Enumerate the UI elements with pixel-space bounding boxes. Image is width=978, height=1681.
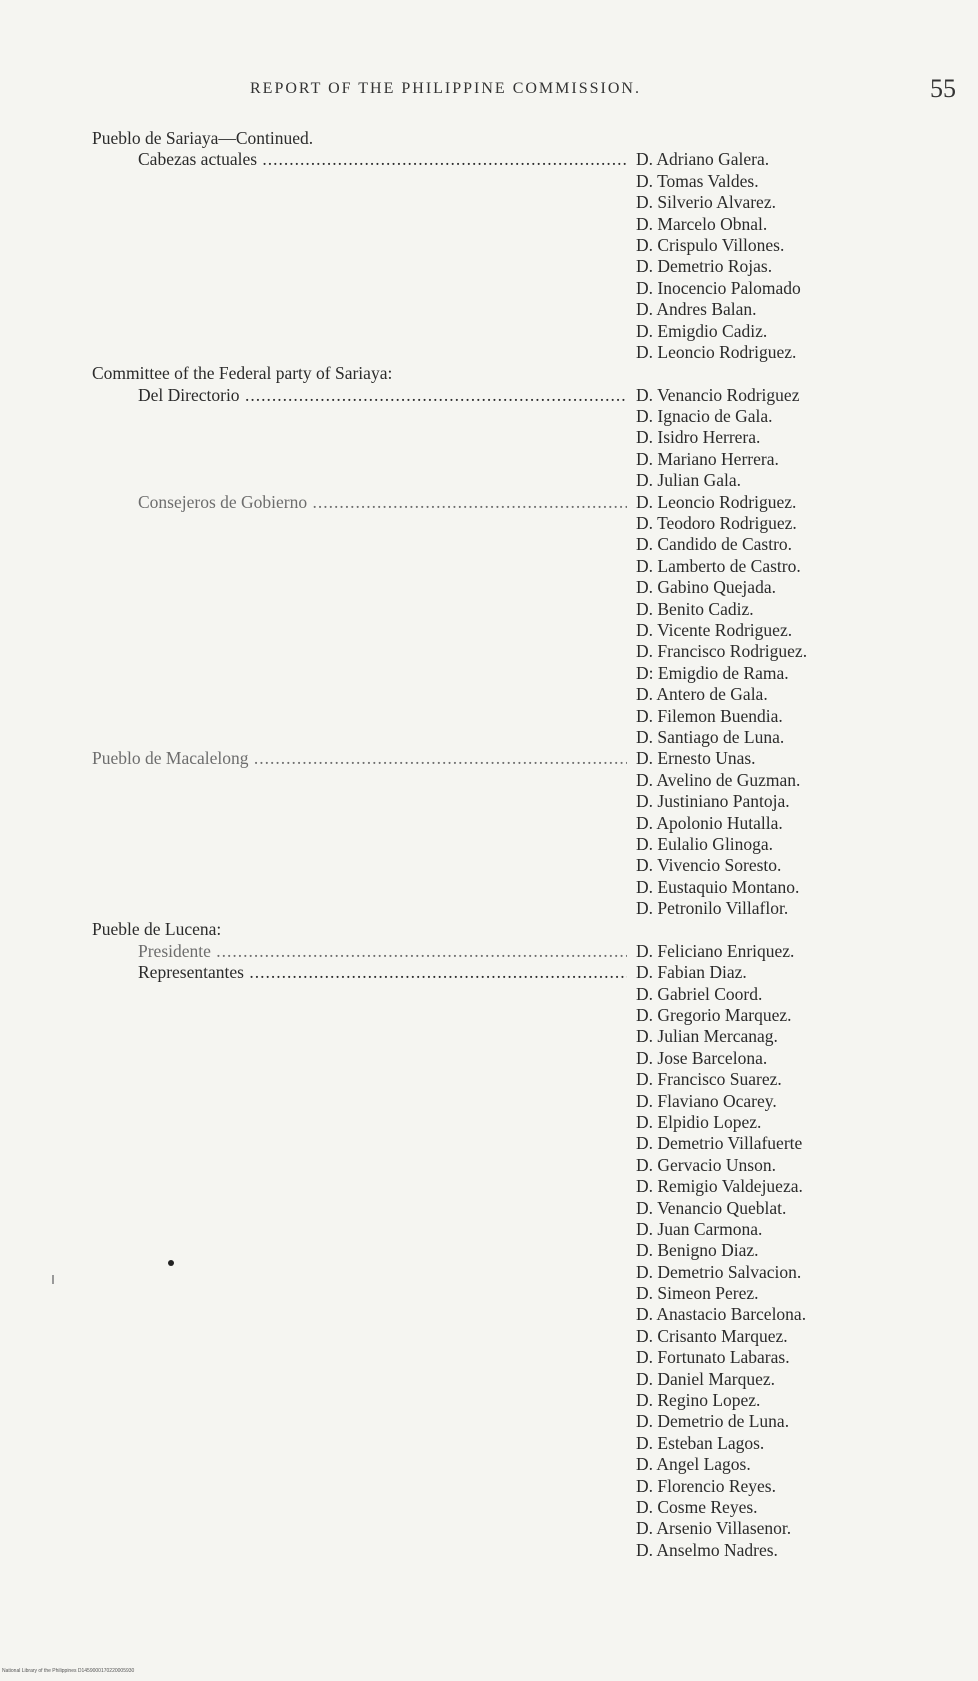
member-name: D. Julian Mercanag. — [636, 1026, 778, 1047]
list-item — [92, 1091, 912, 1112]
member-name: D. Remigio Valdejueza. — [636, 1176, 803, 1197]
list-item — [92, 278, 912, 299]
section-heading-row — [92, 363, 912, 384]
list-item — [92, 813, 912, 834]
member-name: D. Mariano Herrera. — [636, 448, 779, 469]
member-name: D. Filemon Buendia. — [636, 705, 783, 726]
list-item — [92, 1005, 912, 1026]
group-label: Cabezas actuales ..... — [138, 149, 627, 170]
member-name: D. Anselmo Nadres. — [636, 1539, 778, 1560]
member-name: D. Apolonio Hutalla. — [636, 812, 783, 833]
member-name: D. Eulalio Glinoga. — [636, 833, 774, 854]
group-label: Consejeros de Gobierno ..... — [138, 492, 627, 513]
member-name: D. Silverio Alvarez. — [636, 192, 776, 213]
list-item — [92, 1155, 912, 1176]
group-label: Pueblo de Macalelong ..... — [92, 748, 627, 769]
list-item — [92, 962, 912, 983]
list-item — [92, 941, 912, 962]
member-name: D. Tomas Valdes. — [636, 170, 759, 191]
list-item — [92, 1497, 912, 1518]
running-head: REPORT OF THE PHILIPPINE COMMISSION. — [250, 80, 641, 97]
member-name: D. Juan Carmona. — [636, 1218, 763, 1239]
list-item — [92, 556, 912, 577]
member-name: D. Leoncio Rodriguez. — [636, 491, 797, 512]
group-label: Presidente ..... — [138, 941, 627, 962]
member-name: D. Elpidio Lopez. — [636, 1111, 762, 1132]
member-name: D. Fabian Diaz. — [636, 962, 747, 983]
section-heading: Committee of the Federal party of Sariaya: — [92, 363, 393, 384]
list-item — [92, 492, 912, 513]
list-item — [92, 299, 912, 320]
group-label: Representantes ..... — [138, 962, 627, 983]
member-name: D. Marcelo Obnal. — [636, 213, 768, 234]
list-item — [92, 577, 912, 598]
member-name: D. Vivencio Soresto. — [636, 855, 782, 876]
member-name: D. Inocencio Palomado — [636, 277, 801, 298]
list-item — [92, 791, 912, 812]
list-item — [92, 706, 912, 727]
member-name: D. Gregorio Marquez. — [636, 1005, 792, 1026]
member-name: D. Francisco Rodriguez. — [636, 641, 808, 662]
member-name: D. Santiago de Luna. — [636, 726, 785, 747]
section-heading-row — [92, 919, 912, 940]
list-item — [92, 534, 912, 555]
list-item — [92, 770, 912, 791]
list-item — [92, 727, 912, 748]
list-item — [92, 1540, 912, 1561]
list-item — [92, 1369, 912, 1390]
list-item — [92, 406, 912, 427]
list-item — [92, 1476, 912, 1497]
member-name: D. Benito Cadiz. — [636, 598, 754, 619]
list-item — [92, 1112, 912, 1133]
roster-list — [92, 128, 912, 1561]
member-name: D. Demetrio de Luna. — [636, 1411, 790, 1432]
member-name: D. Leoncio Rodriguez. — [636, 341, 797, 362]
member-name: D. Adriano Galera. — [636, 149, 770, 170]
list-item — [92, 684, 912, 705]
member-name: D. Antero de Gala. — [636, 684, 768, 705]
member-name: D. Fortunato Labaras. — [636, 1347, 790, 1368]
member-name: D. Avelino de Guzman. — [636, 769, 801, 790]
member-name: D. Benigno Diaz. — [636, 1240, 759, 1261]
list-item — [92, 599, 912, 620]
member-name: D. Demetrio Villafuerte — [636, 1133, 803, 1154]
list-item — [92, 877, 912, 898]
member-name: D. Esteban Lagos. — [636, 1432, 765, 1453]
list-item — [92, 620, 912, 641]
member-name: D. Ernesto Unas. — [636, 748, 756, 769]
list-item — [92, 256, 912, 277]
list-item — [92, 449, 912, 470]
member-name: D. Demetrio Rojas. — [636, 256, 773, 277]
list-item — [92, 235, 912, 256]
member-name: D. Teodoro Rodriguez. — [636, 513, 797, 534]
list-item — [92, 149, 912, 170]
list-item — [92, 1048, 912, 1069]
list-item — [92, 641, 912, 662]
list-item — [92, 663, 912, 684]
list-item — [92, 1390, 912, 1411]
member-name: D. Eustaquio Montano. — [636, 876, 800, 897]
member-name: D. Lamberto de Castro. — [636, 555, 801, 576]
member-name: D. Vicente Rodriguez. — [636, 619, 793, 640]
list-item — [92, 1262, 912, 1283]
list-item — [92, 1326, 912, 1347]
member-name: D. Venancio Queblat. — [636, 1197, 787, 1218]
page-number: 55 — [930, 74, 956, 103]
member-name: D. Gabino Quejada. — [636, 577, 776, 598]
section-heading-row — [92, 128, 912, 149]
list-item — [92, 1198, 912, 1219]
list-item — [92, 513, 912, 534]
member-name: D. Feliciano Enriquez. — [636, 940, 795, 961]
section-heading: Pueblo de Sariaya—Continued. — [92, 128, 314, 148]
member-name: D. Justiniano Pantoja. — [636, 791, 790, 812]
member-name: D. Isidro Herrera. — [636, 427, 761, 448]
member-name: D. Petronilo Villaflor. — [636, 898, 789, 919]
list-item — [92, 321, 912, 342]
member-name: D. Julian Gala. — [636, 470, 741, 491]
member-name: D. Flaviano Ocarey. — [636, 1090, 777, 1111]
list-item — [92, 1176, 912, 1197]
list-item — [92, 1304, 912, 1325]
list-item — [92, 214, 912, 235]
list-item — [92, 1069, 912, 1090]
member-name: D. Arsenio Villasenor. — [636, 1518, 792, 1539]
member-name: D. Simeon Perez. — [636, 1283, 759, 1304]
list-item — [92, 1454, 912, 1475]
member-name: D. Demetrio Salvacion. — [636, 1261, 802, 1282]
member-name: D. Daniel Marquez. — [636, 1368, 775, 1389]
list-item — [92, 171, 912, 192]
member-name: D. Candido de Castro. — [636, 534, 793, 555]
member-name: D. Andres Balan. — [636, 299, 757, 320]
member-name: D. Venancio Rodriguez — [636, 384, 800, 405]
member-name: D. Anastacio Barcelona. — [636, 1304, 807, 1325]
footer-note: National Library of the Philippines D1459000170220005930 — [2, 1668, 135, 1674]
list-item — [92, 855, 912, 876]
list-item — [92, 427, 912, 448]
list-item — [92, 1219, 912, 1240]
list-item — [92, 470, 912, 491]
scan-mark — [52, 1275, 54, 1284]
list-item — [92, 1411, 912, 1432]
list-item — [92, 1283, 912, 1304]
member-name: D. Francisco Suarez. — [636, 1069, 782, 1090]
ink-speck — [168, 1260, 174, 1266]
member-name: D. Jose Barcelona. — [636, 1047, 768, 1068]
list-item — [92, 898, 912, 919]
member-name: D. Angel Lagos. — [636, 1454, 751, 1475]
member-name: D. Florencio Reyes. — [636, 1475, 776, 1496]
list-item — [92, 748, 912, 769]
list-item — [92, 342, 912, 363]
list-item — [92, 1240, 912, 1261]
member-name: D. Crispulo Villones. — [636, 234, 785, 255]
section-heading: Pueble de Lucena: — [92, 919, 222, 940]
list-item — [92, 834, 912, 855]
list-item — [92, 984, 912, 1005]
list-item — [92, 385, 912, 406]
member-name: D. Crisanto Marquez. — [636, 1325, 788, 1346]
list-item — [92, 1026, 912, 1047]
member-name: D. Regino Lopez. — [636, 1390, 761, 1411]
member-name: D. Ignacio de Gala. — [636, 406, 773, 427]
group-label: Del Directorio ..... — [138, 385, 627, 406]
member-name: D. Cosme Reyes. — [636, 1497, 758, 1517]
list-item — [92, 1347, 912, 1368]
list-item — [92, 1518, 912, 1539]
list-item — [92, 1433, 912, 1454]
member-name: D. Gervacio Unson. — [636, 1154, 776, 1175]
list-item — [92, 1133, 912, 1154]
member-name: D. Emigdio Cadiz. — [636, 320, 768, 341]
member-name: D. Gabriel Coord. — [636, 983, 763, 1004]
list-item — [92, 192, 912, 213]
member-name: D: Emigdio de Rama. — [636, 662, 789, 683]
